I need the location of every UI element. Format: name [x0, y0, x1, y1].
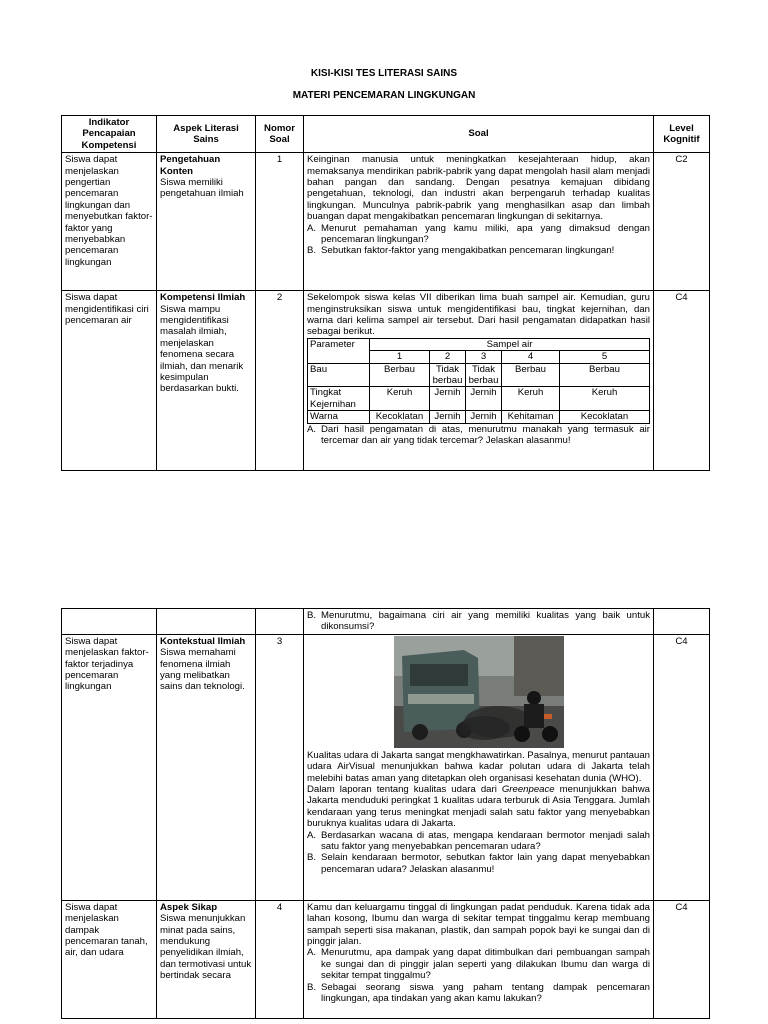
- kisi-table-page2: [61, 608, 710, 1019]
- sample-value: Jernih: [466, 411, 502, 423]
- soal-cell: [304, 900, 654, 1018]
- sample-value: Tidak berbau: [466, 363, 502, 387]
- sample-value: Kecoklatan: [560, 411, 650, 423]
- aspek-desc: Siswa menunjukkan minat pada sains, mendukung penyelidikan ilmiah, dan termotivasi untuk bertindak secara: [160, 913, 252, 982]
- option-text: Sebutkan faktor-faktor yang mengakibatkan pencemaran lingkungan!: [321, 245, 615, 257]
- option-letter: A.: [307, 829, 317, 841]
- aspek-cell: [157, 634, 256, 900]
- parameter-header: Parameter: [308, 338, 370, 363]
- aspek-desc: Siswa memahami fenomena ilmiah yang melibatkan sains dan teknologi.: [160, 647, 245, 693]
- sample-value: Berbau: [370, 363, 430, 387]
- paragraph-text: menunjukkan bahwa Jakarta menduduki peringkat 1 kualitas udara terburuk di Asia Tenggara. Jumlah kendaraan yang terus meningkat menjadi salah satu faktor yang menyebabkan buruknya kualitas udara di Jakarta.: [307, 784, 651, 830]
- option-letter: A.: [307, 423, 317, 435]
- header-nomor: Nomor Soal: [256, 116, 304, 153]
- paragraph-text: Dalam laporan tentang kualitas udara dari: [307, 784, 502, 796]
- aspek-title: Pengetahuan Konten: [160, 154, 221, 177]
- sample-number: 1: [370, 351, 430, 363]
- sample-number: 2: [430, 351, 466, 363]
- question-b: [307, 610, 650, 633]
- sample-value: Keruh: [560, 387, 650, 411]
- question-a: [307, 223, 650, 246]
- table-row: [62, 900, 710, 1018]
- question-a: [307, 830, 650, 853]
- level-cell: C4: [654, 291, 710, 471]
- question-list: [307, 223, 650, 257]
- question-b: [307, 245, 650, 256]
- level-cell: C4: [654, 634, 710, 900]
- level-cell: [654, 609, 710, 635]
- traffic-pollution-photo: [394, 636, 564, 748]
- option-text: Selain kendaraan bermotor, sebutkan faktor lain yang dapat menyebabkan pencemaran udara? Jelaskan alasanmu!: [321, 852, 650, 875]
- sample-value: Berbau: [502, 363, 560, 387]
- aspek-title: Kompetensi Ilmiah: [160, 292, 246, 304]
- soal-text: Keinginan manusia untuk meningkatkan kesejahteraan hidup, akan memaksanya mendirikan pabrik-pabrik yang dapat mengolah hasil alam menjadi bahan pangan dan sandang. Dengan pesatnya kemajuan dibidang pengetahuan, teknologi, dan industri akan berpengaruh terhadap kualitas lingkungan. Munculnya pabrik-pabrik yang menghasilkan asap dan limbah buangan dapat mengakibatkan pencemaran lingkungan di sekitarnya.: [307, 154, 650, 223]
- aspek-cell: [157, 153, 256, 291]
- sample-header-row: [308, 338, 650, 350]
- sample-number: 5: [560, 351, 650, 363]
- question-b: [307, 982, 650, 1005]
- question-list: [307, 424, 650, 447]
- soal-cell: [304, 634, 654, 900]
- soal-cell: [304, 609, 654, 635]
- question-a: [307, 947, 650, 981]
- aspek-cell: [157, 900, 256, 1018]
- sample-value: Jernih: [430, 387, 466, 411]
- table-row: [62, 153, 710, 291]
- indikator-cell: Siswa dapat mengidentifikasi ciri pencemaran air: [62, 291, 157, 471]
- option-letter: A.: [307, 947, 317, 959]
- sample-value: Berbau: [560, 363, 650, 387]
- question-list: [307, 830, 650, 876]
- sample-value: Jernih: [466, 387, 502, 411]
- soal-text: Sekelompok siswa kelas VII diberikan lima buah sampel air. Kemudian, guru menginstruksikan siswa untuk mengidentifikasi bau, tingkat kejernihan, dan warna dari kelima sampel air tersebut. Dari hasil pengamatan didapatkan hasil sebagai berikut.: [307, 292, 650, 338]
- sample-param: Tingkat Kejernihan: [308, 387, 370, 411]
- indikator-cell: Siswa dapat menjelaskan dampak pencemaran tanah, air, dan udara: [62, 900, 157, 1018]
- header-indikator: Indikator Pencapaian Kompetensi: [62, 116, 157, 153]
- option-letter: B.: [307, 852, 317, 864]
- kisi-table-page1: [61, 115, 710, 471]
- soal-cell: [304, 153, 654, 291]
- soal-paragraph-1: Kualitas udara di Jakarta sangat mengkhawatirkan. Pasalnya, menurut pantauan udara AirVisual menunjukkan bahwa kadar polutan udara di Jakarta telah melebihi batas aman yang ditetapkan oleh organisasi kesehatan dunia (WHO).: [307, 749, 650, 784]
- header-soal: Soal: [304, 116, 654, 153]
- option-text: Menurutmu, apa dampak yang dapat ditimbulkan dari pembuangan sampah ke sungai dan di pinggir jalan seperti yang dilakukan Ibumu dan warga di sekitar tempat tinggalmu?: [321, 947, 650, 982]
- question-list: [307, 610, 650, 633]
- nomor-cell: 4: [256, 900, 304, 1018]
- indikator-cell: Siswa dapat menjelaskan faktor-faktor terjadinya pencemaran lingkungan: [62, 634, 157, 900]
- sample-number: 3: [466, 351, 502, 363]
- soal-paragraph-2: [307, 784, 650, 830]
- option-text: Menurutmu, bagaimana ciri air yang memiliki kualitas yang baik untuk dikonsumsi?: [321, 610, 650, 633]
- sample-value: Keruh: [502, 387, 560, 411]
- aspek-desc: Siswa memiliki pengetahuan ilmiah: [160, 177, 244, 200]
- option-letter: B.: [307, 981, 317, 993]
- option-text: Menurut pemahaman yang kamu miliki, apa yang dimaksud dengan pencemaran lingkungan?: [321, 222, 650, 246]
- soal-cell: [304, 291, 654, 471]
- table-row: [62, 291, 710, 471]
- nomor-cell: [256, 609, 304, 635]
- sample-number: 4: [502, 351, 560, 363]
- header-aspek: Aspek Literasi Sains: [157, 116, 256, 153]
- option-text: Berdasarkan wacana di atas, mengapa kendaraan bermotor menjadi salah satu faktor yang menyebabkan pencemaran udara?: [321, 829, 650, 853]
- sample-row: [308, 411, 650, 423]
- level-cell: C2: [654, 153, 710, 291]
- nomor-cell: 1: [256, 153, 304, 291]
- indikator-cell: Siswa dapat menjelaskan pengertian pencemaran lingkungan dan menyebutkan faktor-faktor yang menyebabkan pencemaran lingkungan: [62, 153, 157, 291]
- greenpeace-text: Greenpeace: [501, 784, 555, 796]
- document-title: KISI-KISI TES LITERASI SAINS: [310, 68, 458, 79]
- aspek-title: Aspek Sikap: [160, 901, 218, 913]
- option-letter: A.: [307, 222, 317, 234]
- option-text: Dari hasil pengamatan di atas, menurutmu manakah yang termasuk air tercemar dan air yang tidak tercemar? Jelaskan alasanmu!: [321, 423, 650, 447]
- option-letter: B.: [307, 610, 317, 621]
- sample-row: [308, 387, 650, 411]
- soal-text: Kamu dan keluargamu tinggal di lingkungan padat penduduk. Karena tidak ada lahan kosong, Ibumu dan warga di sekitar tempat tinggalmu kerap membuang sampah seperti sisa makanan, plastik, dan sampah popok bayi ke sungai dan di pinggir jalan.: [307, 901, 650, 948]
- aspek-cell: [157, 609, 256, 635]
- question-a: [307, 424, 650, 447]
- document-subtitle: MATERI PENCEMARAN LINGKUNGAN: [292, 90, 476, 101]
- option-letter: B.: [307, 245, 317, 257]
- question-list: [307, 947, 650, 1004]
- nomor-cell: 2: [256, 291, 304, 471]
- aspek-title: Kontekstual Ilmiah: [160, 635, 246, 647]
- sample-value: Jernih: [430, 411, 466, 423]
- sample-param: Bau: [308, 363, 370, 387]
- indikator-cell: [62, 609, 157, 635]
- sample-header: Sampel air: [370, 338, 650, 350]
- sample-param: Warna: [308, 411, 370, 423]
- table-row: [62, 609, 710, 635]
- table-row: [62, 634, 710, 900]
- sample-table: [307, 338, 650, 424]
- sample-value: Tidak berbau: [430, 363, 466, 387]
- aspek-cell: [157, 291, 256, 471]
- header-level: Level Kognitif: [654, 116, 710, 153]
- table-header-row: [62, 116, 710, 153]
- sample-row: [308, 363, 650, 387]
- aspek-desc: Siswa mampu mengidentifikasi masalah ilmiah, menjelaskan fenomena secara ilmiah, dan menarik kesimpulan berdasarkan bukti.: [160, 303, 244, 395]
- sample-value: Keruh: [370, 387, 430, 411]
- sample-value: Kecoklatan: [370, 411, 430, 423]
- option-text: Sebagai seorang siswa yang paham tentang dampak pencemaran lingkungan, apa tindakan yang akan kamu lakukan?: [321, 981, 650, 1005]
- nomor-cell: 3: [256, 634, 304, 900]
- sample-value: Kehitaman: [502, 411, 560, 423]
- level-cell: C4: [654, 900, 710, 1018]
- question-b: [307, 852, 650, 875]
